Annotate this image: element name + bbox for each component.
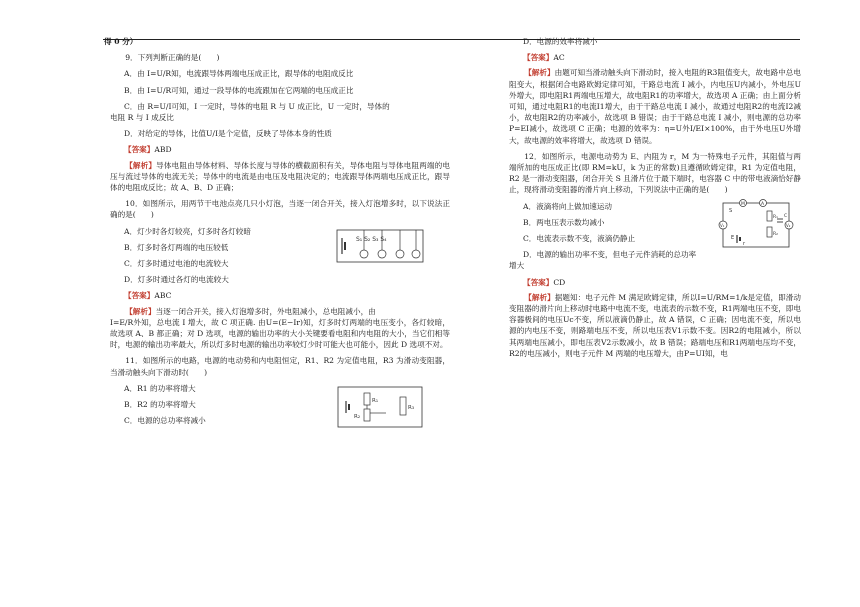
q12-option-d-cont: 增大 <box>509 261 525 271</box>
explanation-text: 当逐一闭合开关，接入灯泡增多时，外电阻减小，总电阻减小，由 <box>155 306 376 316</box>
internal-resistance-label: r <box>743 240 746 247</box>
q10-option-a: A．灯少时各灯较亮，灯多时各灯较暗 <box>124 226 251 236</box>
q11-option-a: A．R1 的功率将增大 <box>124 383 196 393</box>
explanation-text: 导体电阻由导体材料、导体长度与导体的横截面积有关，导体电阻与导体电阻两端的电压与流过导体的电流无关；导体中的电流是由电压及电阻决定的；电流跟导体两端电压成正比，跟导体的电阻成反比；故 A、B、D 正确； <box>110 160 451 193</box>
q10-explanation <box>110 306 450 317</box>
q12-option-a: A．液滴将向上做加速运动 <box>523 201 613 211</box>
q10-option-b: B．灯多时各灯两端的电压较低 <box>124 242 229 252</box>
explanation-text: 由题可知当滑动触头向下滑动时，接入电阻的R3阻值变大，故电路中总电阻变大，根据闭合电路欧姆定律可知，干路总电流 I 减小，内电压U内减小，外电压U外增大，即电阻R1两端电压增大，故电阻R1的功率增大，故选项 A 正确；由上面分析可知，通过电阻R1的电流I1增大，由于干路总电流 I 减小，故通过电阻R2的电流I2减小，故电阻R2的功率减小，故选项 B 错误；由于干路总电流 I 减小，则电源的总功率P=EI减小，故选项 C 正确；电源的效率为：η=U外I/EI×100%，由于外电压U外增大，故电源的效率将增大，故选项 D 错误。 <box>509 68 802 145</box>
answer-value: AC <box>553 53 565 63</box>
q10-option-d: D．灯多时通过各灯的电流较大 <box>124 275 229 285</box>
r2-label: R₂ <box>773 231 778 237</box>
r2-label: R₂ <box>354 413 361 420</box>
q11-option-c: C．电源的总功率将减小 <box>124 416 206 426</box>
v2-label: V₂ <box>786 222 791 228</box>
q10-option-c: C．灯多时通过电池的电流较大 <box>124 259 229 269</box>
q11-stem: 11．如图所示的电路，电源的电动势和内电阻恒定，R1、R2 为定值电阻，R3 为滑动变阻器，当滑动触头向下滑动时( ) <box>110 356 450 377</box>
q12-option-c: C．电流表示数不变，液滴仍静止 <box>523 234 636 244</box>
q12-option-b: B．两电压表示数均减小 <box>523 217 605 227</box>
q10-explanation-cont: I=E/R外知，总电流 I 增大，故 C 项正确. 由U=(E−Ir)知，灯多时灯两端的电压变小，各灯较暗，故选项 A、B 都正确；对 D 选项，电源的输出功率的大小关键要看电阻和内电阻的大小，当它们相等时，电源的输出功率最大，所以灯多时电源的输出功率较灯少时可能大也可能小，因此 D 选项不对。 <box>110 317 450 350</box>
q12-answer <box>523 277 801 288</box>
explanation-tag: 【解析】 <box>524 68 555 78</box>
answer-tag: 【答案】 <box>523 277 554 287</box>
answer-value: ABC <box>154 291 172 301</box>
q12-explanation <box>509 292 801 359</box>
q11-option-b: B．R2 的功率将增大 <box>124 400 196 410</box>
q11-answer <box>523 52 801 63</box>
q9-stem: 9．下列判断正确的是( ) <box>125 53 220 63</box>
q10-answer <box>124 290 450 301</box>
right-column <box>509 36 801 364</box>
q9-option-a: A．由 I=U/R知，电流跟导体两端电压成正比，跟导体的电阻成反比 <box>124 69 354 79</box>
r3-label: R₃ <box>408 404 415 411</box>
q9-option-c: C．由 R=U/I可知，I 一定时，导体的电阻 R 与 U 成正比，U 一定时，导体的 <box>124 101 390 111</box>
switch-labels: S₁ S₂ S₃ S₄ <box>356 235 387 243</box>
q9-option-c-cont: 电阻 R 与 I 成反比 <box>110 113 174 123</box>
q10-stem: 10．如图所示，用两节干电池点亮几只小灯泡，当逐一闭合开关，接入灯泡增多时，以下说法正确的是( ) <box>110 199 450 220</box>
explanation-tag: 【解析】 <box>125 160 157 170</box>
switch-label: S <box>729 207 733 214</box>
r1-label: R₁ <box>372 397 379 404</box>
explanation-tag: 【解析】 <box>524 292 555 302</box>
emf-label: E <box>731 234 735 241</box>
special-element-circuit-figure <box>715 197 799 253</box>
r1-r2-r3-circuit-figure <box>334 383 426 431</box>
q9-answer <box>124 144 450 155</box>
m-label: M <box>741 201 745 207</box>
q9-option-d: D．对给定的导体，比值U/I是个定值，反映了导体本身的性质 <box>124 129 332 139</box>
q11-explanation <box>509 67 801 145</box>
v1-label: V₁ <box>720 222 725 228</box>
answer-tag: 【答案】 <box>124 145 155 155</box>
answer-tag: 【答案】 <box>523 53 554 63</box>
carryover-header: 得 0 分） <box>104 37 138 46</box>
explanation-tag: 【解析】 <box>125 306 156 316</box>
ammeter-label: A <box>761 201 765 207</box>
answer-tag: 【答案】 <box>124 291 155 301</box>
r1-label: R₁ <box>773 214 778 220</box>
q11-option-d: D．电源的效率将减小 <box>523 37 598 46</box>
explanation-text: 据题知：电子元件 M 满足欧姆定律，所以I=U/RM=1/k是定值，即滑动变阻器的滑片向上移动时电路中电流不变，电流表的示数不变，R1两端电压不变，即电容器极间的电压Uc不变，所以液滴仍静止，故 A 错误，C 正确；因电流不变，所以电源的内电压不变，则路端电压不变，所以电压表V1示数不变。因R2的电阻减小，所以其两端电压减小，即电压表V2示数减小，故 B 错误；路端电压和R1两端电压均不变，R2的电压减小，则电子元件 M 两端的电压增大，由P=UI知，电 <box>509 292 801 358</box>
q11-block <box>110 383 450 427</box>
q9-option-b: B．由 I=U/R可知，通过一段导体的电流跟加在它两端的电压成正比 <box>124 85 354 95</box>
q9-explanation <box>110 160 450 194</box>
answer-value: CD <box>553 277 566 287</box>
left-column <box>104 36 451 431</box>
q12-option-d: D．电源的输出功率不变，但电子元件消耗的总功率 <box>523 250 697 260</box>
q12-block <box>509 201 801 272</box>
q10-block <box>110 226 450 286</box>
capacitor-label: C <box>784 213 788 219</box>
bulb-circuit-figure <box>334 226 426 266</box>
answer-value: ABD <box>154 145 172 155</box>
q12-stem: 12．如图所示，电源电动势为 E、内阻为 r，M 为一特殊电子元件，其阻值与两端所加的电压成正比(即 RM=kU，k 为正的常数)且遵循欧姆定律，R1 为定值电阻，R2 是一滑动变阻器，闭合开关 S 且滑片位于最下端时，电容器 C 中的带电液滴恰好静止，现将滑动变阻器的滑片向上移动，下列说法中正确的是( ) <box>509 151 801 195</box>
